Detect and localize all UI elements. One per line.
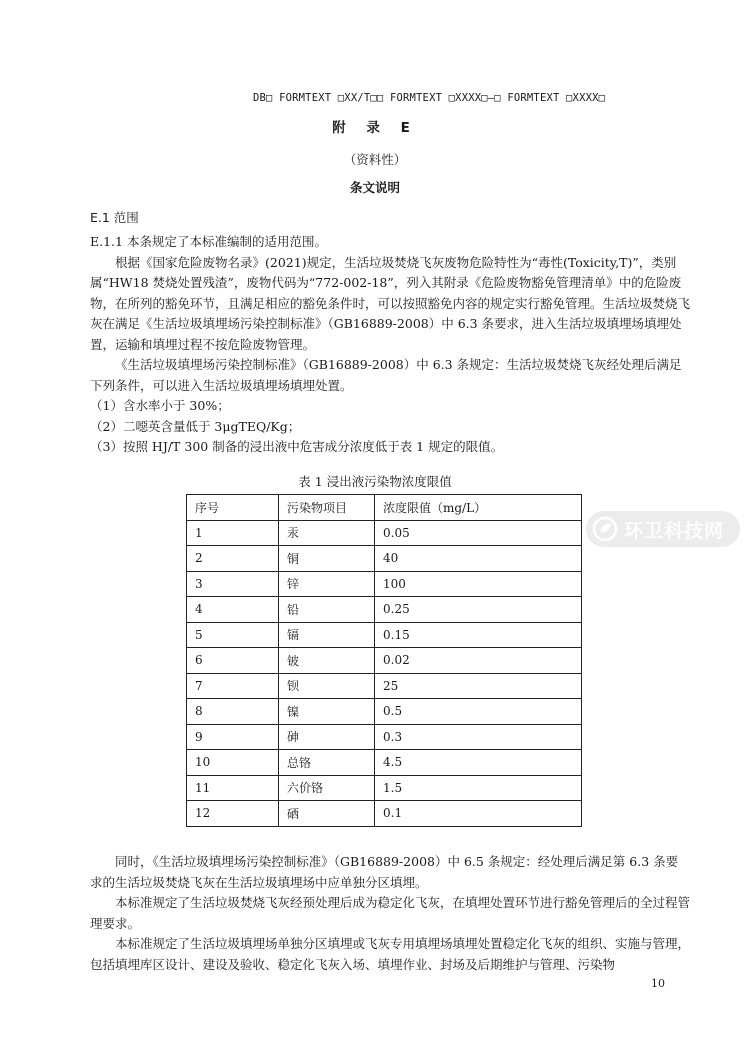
cell-limit: 4.5: [375, 750, 582, 776]
cell-serial: 9: [187, 724, 279, 750]
cell-limit: 0.1: [375, 801, 582, 827]
cell-serial: 7: [187, 673, 279, 699]
paragraph-scope-management: 本标准规定了生活垃圾填埋场单独分区填埋或飞灰专用填埋场填埋处置稳定化飞灰的组织、实施与管理，包括填埋库区设计、建设及验收、稳定化飞灰入场、填埋作业、封场及后期维护与管理、污染物: [90, 936, 691, 972]
table-row: [187, 724, 582, 750]
cell-serial: 8: [187, 699, 279, 725]
appendix-title: 附 录 E: [332, 120, 418, 136]
cell-serial: 3: [187, 571, 279, 597]
cell-limit: 25: [375, 673, 582, 699]
paragraph-pretreatment: 本标准规定了生活垃圾焚烧飞灰经预处理后成为稳定化飞灰，在填埋处置环节进行豁免管理后的全过程管理要求。: [90, 895, 691, 931]
table-header-row: [187, 495, 582, 521]
table-caption: 表 1 浸出液污染物浓度限值: [298, 474, 452, 489]
table-row: [187, 597, 582, 623]
watermark-text: 环卫科技网: [624, 519, 725, 542]
cell-serial: 11: [187, 775, 279, 801]
cell-serial: 2: [187, 546, 279, 572]
table-row: [187, 750, 582, 776]
cell-pollutant: 总铬: [279, 750, 375, 776]
cell-serial: 1: [187, 520, 279, 546]
paragraph-hazard-classification: 根据《国家危险废物名录》(2021)规定，生活垃圾焚烧飞灰废物危险特性为“毒性(Toxicity,T)”，类别属“HW18 焚烧处置残渣”，废物代码为“772-002-18”，列入其附录《危险废物豁免管理清单》中的危险废物，在所列的豁免环节，且满足相应的豁免条件时，可以按照豁免内容的规定实行豁免管理。生活垃圾焚烧飞灰在满足《生活垃圾填埋场污染控制标准》（GB16889-2008）中 6.3 条要求，进入生活垃圾填埋场填埋处置，运输和填埋过程不按危险废物管理。: [90, 254, 691, 352]
cell-pollutant: 六价铬: [279, 775, 375, 801]
section-heading: E.1 范围: [90, 210, 139, 225]
table-row: [187, 699, 582, 725]
table-row: [187, 622, 582, 648]
clause-e11: E.1.1 本条规定了本标准编制的适用范围。: [90, 234, 327, 249]
appendix-nature: （资料性）: [343, 152, 407, 167]
condition-item-1: （1）含水率小于 30%；: [90, 398, 230, 413]
paragraph-gb16889-conditions: 《生活垃圾填埋场污染控制标准》（GB16889-2008）中 6.3 条规定：生活垃圾焚烧飞灰经处理后满足下列条件，可以进入生活垃圾填埋场填埋处置。: [90, 357, 682, 393]
condition-item-3: （3）按照 HJ/T 300 制备的浸出液中危害成分浓度低于表 1 规定的限值。: [90, 439, 504, 454]
table-row: [187, 775, 582, 801]
cell-pollutant: 砷: [279, 724, 375, 750]
cell-pollutant: 铍: [279, 648, 375, 674]
lower-body-text: [90, 852, 690, 975]
page-number: 10: [651, 977, 665, 990]
table-row: [187, 673, 582, 699]
appendix-heading: 条文说明: [349, 180, 400, 195]
cell-limit: 0.3: [375, 724, 582, 750]
cell-limit: 100: [375, 571, 582, 597]
cell-pollutant: 硒: [279, 801, 375, 827]
cell-pollutant: 汞: [279, 520, 375, 546]
upper-body-text: [90, 232, 690, 458]
table-row: [187, 648, 582, 674]
table-row: [187, 520, 582, 546]
cell-serial: 10: [187, 750, 279, 776]
watermark: [586, 511, 740, 547]
table-row: [187, 546, 582, 572]
leaf-circle-logo-icon: [592, 516, 618, 542]
cell-limit: 0.25: [375, 597, 582, 623]
cell-serial: 4: [187, 597, 279, 623]
document-code-header: DB□ FORMTEXT □XX/T□□ FORMTEXT □XXXX□—□ FORMTEXT □XXXX□: [253, 92, 606, 104]
paragraph-section-65: 同时，《生活垃圾填埋场污染控制标准》（GB16889-2008）中 6.5 条规定：经处理后满足第 6.3 条要求的生活垃圾焚烧飞灰在生活垃圾填埋场中应单独分区填埋。: [90, 854, 679, 890]
cell-serial: 12: [187, 801, 279, 827]
cell-limit: 0.02: [375, 648, 582, 674]
cell-serial: 6: [187, 648, 279, 674]
table-row: [187, 571, 582, 597]
cell-pollutant: 铜: [279, 546, 375, 572]
cell-limit: 0.05: [375, 520, 582, 546]
leachate-limits-table: [186, 494, 582, 827]
cell-pollutant: 锌: [279, 571, 375, 597]
cell-pollutant: 铅: [279, 597, 375, 623]
cell-pollutant: 镉: [279, 622, 375, 648]
cell-serial: 5: [187, 622, 279, 648]
table-row: [187, 801, 582, 827]
cell-limit: 40: [375, 546, 582, 572]
header-serial: 序号: [187, 495, 279, 521]
cell-limit: 1.5: [375, 775, 582, 801]
condition-item-2: （2）二噁英含量低于 3μgTEQ/Kg；: [90, 418, 301, 434]
cell-limit: 0.15: [375, 622, 582, 648]
header-pollutant: 污染物项目: [279, 495, 375, 521]
header-limit: 浓度限值（mg/L）: [375, 495, 582, 521]
cell-pollutant: 镍: [279, 699, 375, 725]
cell-limit: 0.5: [375, 699, 582, 725]
cell-pollutant: 钡: [279, 673, 375, 699]
